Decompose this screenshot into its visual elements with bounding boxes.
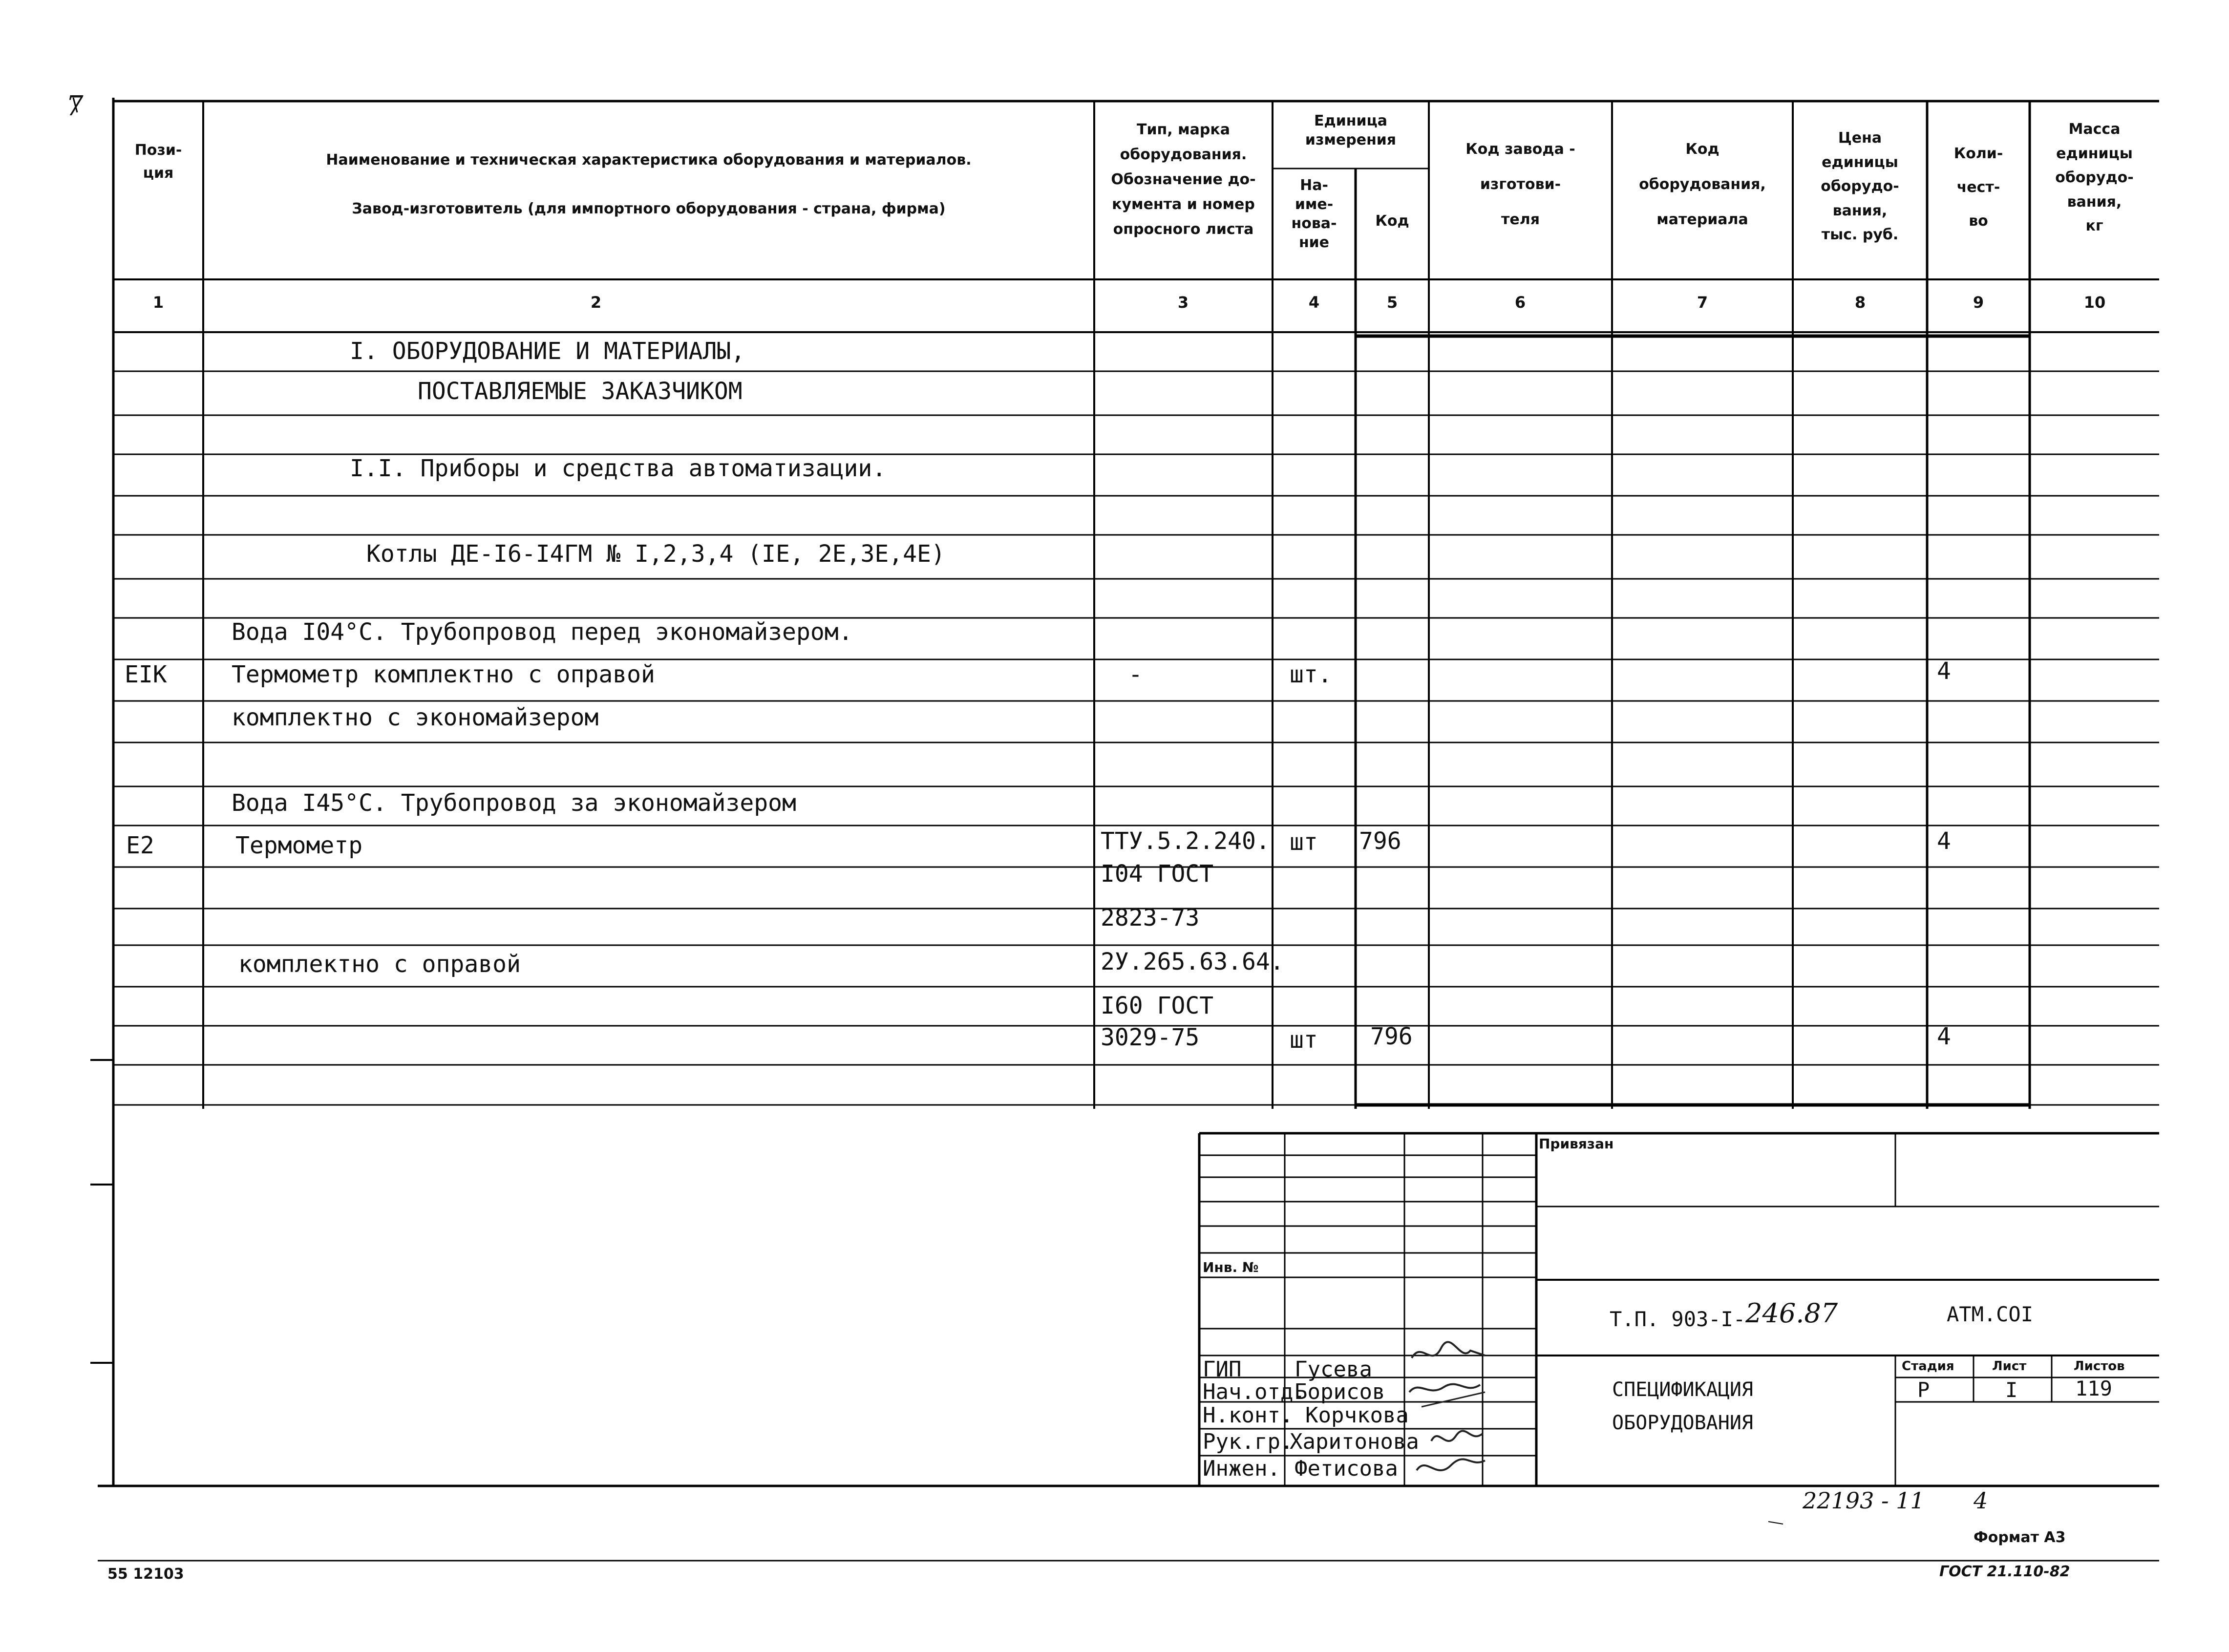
header-equipment-code: Код оборудования, материала — [1639, 141, 1766, 228]
footer-gost: ГОСТ 21.110-82 — [1939, 1563, 2070, 1580]
column-number: 2 — [590, 293, 602, 312]
water-104-heading: Вода I04°С. Трубопровод перед экономайзером. — [232, 618, 853, 646]
holder-unit: шт — [1290, 1026, 1318, 1054]
header-unit-group: Единица измерения — [1305, 112, 1397, 148]
column-number: 10 — [2083, 293, 2106, 312]
signatures — [1402, 1338, 1495, 1485]
header-price: Цена единицы оборудо- вания, тыс. руб. — [1821, 129, 1899, 243]
header-quantity: Коли- чест- во — [1953, 145, 2003, 230]
header-type: Тип, марка оборудования. Обозначение до- кумента и номер опросного листа — [1111, 121, 1256, 238]
section-title-line2: ПОСТАВЛЯЕМЫЕ ЗАКАЗЧИКОМ — [418, 378, 743, 405]
e1k-unit: шт. — [1290, 661, 1332, 688]
sheets-value: 119 — [2075, 1377, 2112, 1400]
column-number: 9 — [1973, 293, 1984, 312]
signer-role: ГИП — [1203, 1357, 1242, 1382]
sheet-value: I — [2005, 1378, 2018, 1402]
e2-position: E2 — [126, 832, 154, 859]
subsection-title: I.I. Приборы и средства автоматизации. — [350, 455, 887, 482]
privyazan-label: Привязан — [1539, 1136, 1614, 1152]
column-number: 7 — [1697, 293, 1708, 312]
handwritten-registration-number: 22193 - 11 — [1803, 1487, 1925, 1514]
e2-name: Термометр — [235, 832, 363, 859]
signer-role: Инжен. — [1203, 1456, 1280, 1481]
e1k-quantity: 4 — [1937, 657, 1951, 685]
e2-type-line1: ТТУ.5.2.240. — [1101, 827, 1270, 855]
e1k-name-line2: комплектно с экономайзером — [232, 704, 599, 731]
format-label: Формат А3 — [1974, 1529, 2066, 1546]
header-unit-name: На- име- нова- ние — [1291, 177, 1337, 251]
e1k-name-line1: Термометр комплектно с оправой — [232, 661, 655, 688]
header-position: Пози- ция — [134, 142, 182, 182]
column-number: 6 — [1514, 293, 1526, 312]
signer-name: Борисов — [1295, 1379, 1385, 1404]
handwritten-sheet-number: 4 — [1974, 1487, 1988, 1514]
holder-type-line1: 2У.265.63.64. — [1101, 948, 1284, 975]
e2-unit-code: 796 — [1359, 827, 1401, 855]
signer-role: Рук.гр. — [1203, 1429, 1294, 1454]
column-number: 8 — [1854, 293, 1866, 312]
header-name-line2: Завод-изготовитель (для импортного оборудования - страна, фирма) — [352, 200, 946, 217]
column-number: 4 — [1308, 293, 1320, 312]
document-title-line2: ОБОРУДОВАНИЯ — [1612, 1412, 1753, 1434]
holder-quantity: 4 — [1937, 1023, 1951, 1050]
sheets-label: Листов — [2074, 1359, 2125, 1374]
e1k-type: - — [1128, 661, 1143, 688]
footer-code: 55 12103 — [107, 1566, 184, 1583]
holder-type-line3: 3029-75 — [1101, 1024, 1200, 1051]
sheet-label: Лист — [1992, 1359, 2027, 1374]
signer-name: Харитонова — [1290, 1429, 1419, 1454]
corner-mark: 7 — [66, 90, 84, 122]
holder-unit-code: 796 — [1370, 1023, 1413, 1050]
holder-name: комплектно с оправой — [238, 951, 521, 978]
e2-quantity: 4 — [1937, 827, 1951, 855]
signer-name: Фетисова — [1295, 1456, 1398, 1481]
document-code — [1610, 1298, 1838, 1331]
e2-type-line2: I04 ГОСТ — [1101, 860, 1214, 888]
column-number: 1 — [152, 293, 164, 312]
column-number: 5 — [1386, 293, 1398, 312]
e2-unit: шт — [1290, 828, 1318, 856]
signer-role: Н.конт. — [1203, 1403, 1294, 1428]
e1k-position: EIK — [125, 661, 167, 688]
document-code-print: Т.П. 903-I- — [1610, 1307, 1746, 1331]
document-mark: АТМ.СОI — [1947, 1302, 2034, 1326]
signer-role: Нач.отд. — [1203, 1379, 1306, 1404]
signer-name: Корчкова — [1305, 1403, 1409, 1428]
water-145-heading: Вода I45°С. Трубопровод за экономайзером — [232, 789, 796, 817]
section-title-line1: I. ОБОРУДОВАНИЕ И МАТЕРИАЛЫ, — [350, 338, 745, 365]
stage-value: Р — [1917, 1378, 1930, 1402]
header-factory-code: Код завода - изготови- теля — [1465, 141, 1575, 228]
stage-label: Стадия — [1902, 1359, 1954, 1374]
header-name-line1: Наименование и техническая характеристика оборудования и материалов. — [326, 151, 972, 169]
document-title-line1: СПЕЦИФИКАЦИЯ — [1612, 1378, 1753, 1401]
signer-name: Гусева — [1295, 1357, 1372, 1382]
column-number: 3 — [1177, 293, 1189, 312]
document-code-handwritten: 246.87 — [1745, 1298, 1838, 1329]
inventory-number-label: Инв. № — [1203, 1259, 1259, 1275]
header-mass: Масса единицы оборудо- вания, кг — [2055, 121, 2134, 234]
boilers-heading: Котлы ДЕ-I6-I4ГМ № I,2,3,4 (IE, 2E,3E,4E) — [366, 540, 945, 568]
header-unit-code: Код — [1375, 212, 1409, 230]
e2-type-line3: 2823-73 — [1101, 904, 1200, 932]
holder-type-line2: I60 ГОСТ — [1101, 992, 1214, 1019]
